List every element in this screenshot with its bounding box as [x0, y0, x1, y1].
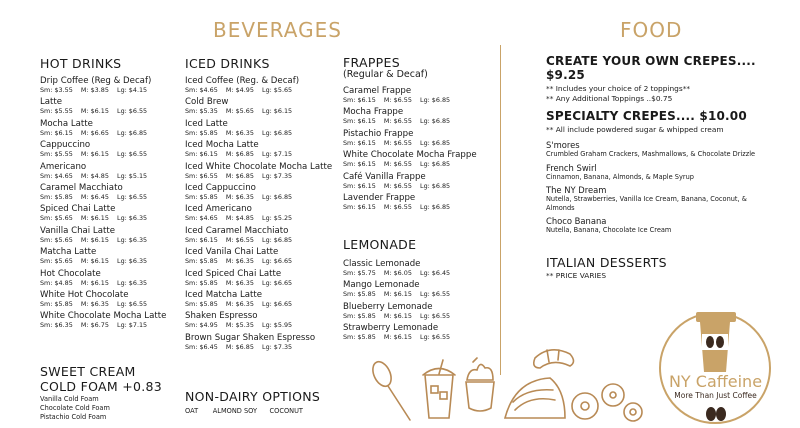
spoon-icon [369, 359, 410, 420]
menu-item-price: Sm: $5.85 M: $6.35 Lg: $6.65 [185, 257, 293, 266]
menu-item-price: Sm: $6.35 M: $6.75 Lg: $7.15 [40, 321, 148, 330]
menu-item-price: Sm: $5.65 M: $6.15 Lg: $6.35 [40, 257, 148, 266]
menu-item-price: Sm: $6.45 M: $6.85 Lg: $7.35 [185, 342, 293, 351]
menu-item-name: Iced Caramel Macchiato [185, 225, 289, 236]
menu-item [40, 311, 180, 332]
menu-item [343, 129, 493, 150]
menu-item [40, 162, 180, 183]
menu-item-price: Sm: $6.15 M: $6.55 Lg: $6.85 [185, 235, 293, 244]
menu-item-name: Iced Cappuccino [185, 182, 256, 193]
cold-foam-list [40, 395, 180, 422]
menu-item-price: Sm: $5.85 M: $6.15 Lg: $6.55 [343, 333, 451, 342]
cold-foam-section [40, 364, 180, 422]
menu-item [40, 269, 180, 290]
menu-item-name: Spiced Chai Latte [40, 204, 116, 215]
menu-item-name: Mocha Frappe [343, 107, 404, 118]
specialty-item [546, 185, 796, 212]
menu-item-name: Latte [40, 97, 63, 108]
menu-item-name: Mango Lemonade [343, 280, 420, 291]
menu-item-price: Sm: $5.75 M: $6.05 Lg: $6.45 [343, 269, 451, 277]
menu-item-name: Iced Matcha Latte [185, 289, 263, 300]
menu-item [343, 193, 493, 214]
menu-item [343, 302, 493, 323]
menu-item-price: Sm: $5.85 M: $6.15 Lg: $6.55 [343, 311, 451, 320]
menu-item-name: Americano [40, 161, 87, 172]
iced-drinks-list [185, 76, 345, 354]
crepes-title: CREATE YOUR OWN CREPES.... $9.25 [546, 54, 756, 82]
menu-item-name: Matcha Latte [40, 247, 97, 258]
menu-item-price: Sm: $5.55 M: $6.15 Lg: $6.55 [40, 107, 148, 116]
menu-item [40, 119, 180, 140]
menu-item-name: Mocha Latte [40, 118, 93, 129]
specialty-list [546, 140, 796, 235]
menu-item-price: Sm: $4.65 M: $4.85 Lg: $5.25 [185, 214, 293, 223]
menu-item-name: White Hot Chocolate [40, 289, 129, 300]
menu-item [343, 150, 493, 171]
frappes-subtitle: (Regular & Decaf) [343, 69, 428, 80]
specialty-item-name: French Swirl [546, 162, 597, 173]
crepe-icon [505, 378, 565, 418]
specialty-item-name: Choco Banana [546, 216, 607, 226]
menu-item-price: Sm: $6.15 M: $6.55 Lg: $6.85 [343, 181, 451, 190]
desserts-section [546, 255, 796, 281]
menu-item-name: Iced Coffee (Reg. & Decaf) [185, 76, 300, 86]
cold-foam-title-1: SWEET CREAM [40, 364, 136, 379]
menu-item-price: Sm: $6.15 M: $6.55 Lg: $6.85 [343, 117, 451, 126]
menu-item-name: Brown Sugar Shaken Espresso [185, 332, 316, 343]
menu-item-name: Vanilla Chai Latte [40, 225, 115, 236]
specialty-item-desc: Cinnamon, Banana, Almonds, & Maple Syrup [546, 172, 694, 181]
menu-item-name: Pistachio Frappe [343, 128, 414, 139]
menu-item [185, 204, 345, 225]
menu-item-price: Sm: $5.35 M: $5.65 Lg: $6.15 [185, 107, 293, 116]
menu-item [343, 107, 493, 128]
whipped-cup-icon [466, 358, 494, 411]
menu-item-name: Iced Vanila Chai Latte [185, 247, 279, 258]
menu-item [343, 259, 493, 280]
menu-item-name: Lavender Frappe [343, 192, 416, 203]
cold-foam-title-2: COLD FOAM +0.83 [40, 379, 163, 394]
crepes-note-1: ** Includes your choice of 2 toppings** [546, 84, 691, 93]
frappes-list [343, 86, 493, 214]
menu-item-price: Sm: $6.15 M: $6.55 Lg: $6.85 [343, 160, 451, 169]
specialty-item [546, 163, 796, 182]
non-dairy-title: NON-DAIRY OPTIONS [185, 389, 321, 404]
lemonade-list [343, 259, 493, 345]
menu-item-name: White Chocolate Mocha Latte [40, 311, 167, 322]
menu-item-price: Sm: $6.15 M: $6.85 Lg: $7.15 [185, 150, 293, 159]
menu-item [185, 119, 345, 140]
iced-coffee-icon [423, 360, 455, 418]
menu-item-price: Sm: $5.85 M: $6.15 Lg: $6.55 [343, 290, 451, 299]
menu-item-price: Sm: $3.55 M: $3.85 Lg: $4.15 [40, 86, 148, 94]
hot-drinks-list [40, 76, 180, 333]
non-dairy-section [185, 389, 345, 416]
logo-tagline: More Than Just Coffee [674, 391, 757, 400]
menu-item-price: Sm: $4.65 M: $4.95 Lg: $5.65 [185, 86, 293, 94]
menu-item [343, 86, 493, 107]
frappes-section [343, 56, 493, 214]
menu-item-price: Sm: $4.95 M: $5.35 Lg: $5.95 [185, 321, 293, 330]
specialty-item [546, 216, 796, 235]
menu-item [343, 280, 493, 301]
menu-item [40, 247, 180, 268]
menu-item [185, 97, 345, 118]
menu-item-name: Shaken Espresso [185, 311, 258, 322]
desserts-note: ** PRICE VARIES [546, 271, 607, 280]
menu-item [40, 290, 180, 311]
menu-item-price: Sm: $5.55 M: $6.15 Lg: $6.55 [40, 150, 148, 159]
lemonade-section [343, 237, 493, 345]
menu-item [185, 333, 345, 354]
menu-item-name: Iced White Chocolate Mocha Latte [185, 161, 333, 172]
menu-item [343, 172, 493, 193]
menu-item [185, 140, 345, 161]
menu-item [185, 162, 345, 183]
specialty-item-name: S'mores [546, 140, 580, 150]
menu-item-name: Iced Latte [185, 118, 228, 129]
menu-item-name: Drip Coffee (Reg & Decaf) [40, 76, 152, 86]
menu-item-name: Caramel Frappe [343, 86, 412, 96]
menu-item-price: Sm: $5.65 M: $6.15 Lg: $6.35 [40, 235, 148, 244]
hot-drinks-section [40, 56, 180, 333]
menu-item-price: Sm: $5.85 M: $6.35 Lg: $6.65 [185, 299, 293, 308]
specialty-item-desc: Nutella, Banana, Chocolate Ice Cream [546, 226, 672, 234]
menu-item-name: Blueberry Lemonade [343, 301, 433, 312]
specialty-item-desc: Nutella, Strawberries, Vanilla Ice Cream, Banana, Coconut, & Almonds [546, 195, 747, 212]
specialty-section [546, 109, 796, 239]
menu-item-price: Sm: $5.85 M: $6.35 Lg: $6.85 [185, 192, 293, 201]
menu-item-price: Sm: $5.65 M: $6.15 Lg: $6.35 [40, 214, 148, 223]
food-header: FOOD [620, 18, 683, 42]
menu-item [185, 290, 345, 311]
menu-item [40, 97, 180, 118]
menu-item [40, 76, 180, 97]
menu-item-name: Classic Lemonade [343, 259, 421, 269]
menu-item-price: Sm: $5.85 M: $6.35 Lg: $6.55 [40, 299, 148, 308]
menu-item-price: Sm: $6.15 M: $6.55 Lg: $6.85 [343, 96, 451, 104]
menu-item [40, 204, 180, 225]
menu-item-name: Cold Brew [185, 97, 229, 108]
iced-drinks-title: ICED DRINKS [185, 56, 270, 71]
specialty-note: ** All include powdered sugar & whipped cream [546, 125, 724, 134]
menu-item [185, 269, 345, 290]
menu-item [185, 311, 345, 332]
menu-item [185, 183, 345, 204]
donut-icon [572, 384, 642, 421]
menu-item-name: Iced Americano [185, 204, 252, 215]
menu-item-price: Sm: $5.85 M: $6.35 Lg: $6.65 [185, 278, 293, 287]
cold-foam-item: Pistachio Cold Foam [40, 413, 107, 421]
menu-item-price: Sm: $5.85 M: $6.45 Lg: $6.55 [40, 192, 148, 201]
specialty-item-name: The NY Dream [546, 185, 607, 195]
menu-item-price: Sm: $6.15 M: $6.65 Lg: $6.85 [40, 128, 148, 137]
specialty-item [546, 140, 796, 159]
crepes-section [546, 54, 796, 104]
specialty-title: SPECIALTY CREPES.... $10.00 [546, 109, 747, 123]
menu-item [185, 226, 345, 247]
frappes-title: FRAPPES [343, 55, 400, 70]
menu-item [185, 76, 345, 97]
specialty-item-desc: Crumbled Graham Crackers, Mashmallows, & Chocolate Drizzle [546, 150, 756, 158]
menu-item [40, 226, 180, 247]
lemonade-title: LEMONADE [343, 237, 417, 252]
menu-item-price: Sm: $6.15 M: $6.55 Lg: $6.85 [343, 202, 451, 211]
food-illustrations [365, 340, 665, 425]
desserts-title: ITALIAN DESSERTS [546, 255, 667, 270]
menu-item-name: Iced Spiced Chai Latte [185, 268, 282, 279]
menu-item-price: Sm: $6.15 M: $6.55 Lg: $6.85 [343, 138, 451, 147]
logo-name: NY Caffeine [668, 372, 763, 391]
menu-item-name: Hot Chocolate [40, 268, 101, 279]
menu-item-name: White Chocolate Mocha Frappe [343, 150, 477, 161]
menu-item-price: Sm: $5.85 M: $6.35 Lg: $6.85 [185, 128, 293, 137]
menu-item-price: Sm: $4.85 M: $6.15 Lg: $6.35 [40, 278, 148, 287]
menu-item-name: Iced Mocha Latte [185, 140, 259, 151]
croissant-icon [534, 350, 574, 368]
menu-item-price: Sm: $6.55 M: $6.85 Lg: $7.35 [185, 171, 293, 180]
crepes-note-2: ** Any Additional Toppings ..$0.75 [546, 94, 673, 103]
non-dairy-options: OAT ALMOND SOY COCONUT [185, 407, 303, 415]
menu-item [185, 247, 345, 268]
menu-item-name: Cappuccino [40, 140, 91, 151]
cold-foam-item: Vanilla Cold Foam [40, 395, 99, 403]
cold-foam-item: Chocolate Cold Foam [40, 404, 110, 412]
column-divider [500, 45, 501, 375]
menu-item-price: Sm: $4.65 M: $4.85 Lg: $5.15 [40, 171, 148, 180]
menu-item [40, 140, 180, 161]
iced-drinks-section [185, 56, 345, 354]
menu-item [40, 183, 180, 204]
menu-item-name: Strawberry Lemonade [343, 323, 439, 334]
menu-item-name: Café Vanilla Frappe [343, 171, 426, 182]
hot-drinks-title: HOT DRINKS [40, 56, 122, 71]
logo-badge [648, 306, 783, 426]
beverages-header: BEVERAGES [213, 18, 342, 42]
menu-item-name: Caramel Macchiato [40, 182, 123, 193]
